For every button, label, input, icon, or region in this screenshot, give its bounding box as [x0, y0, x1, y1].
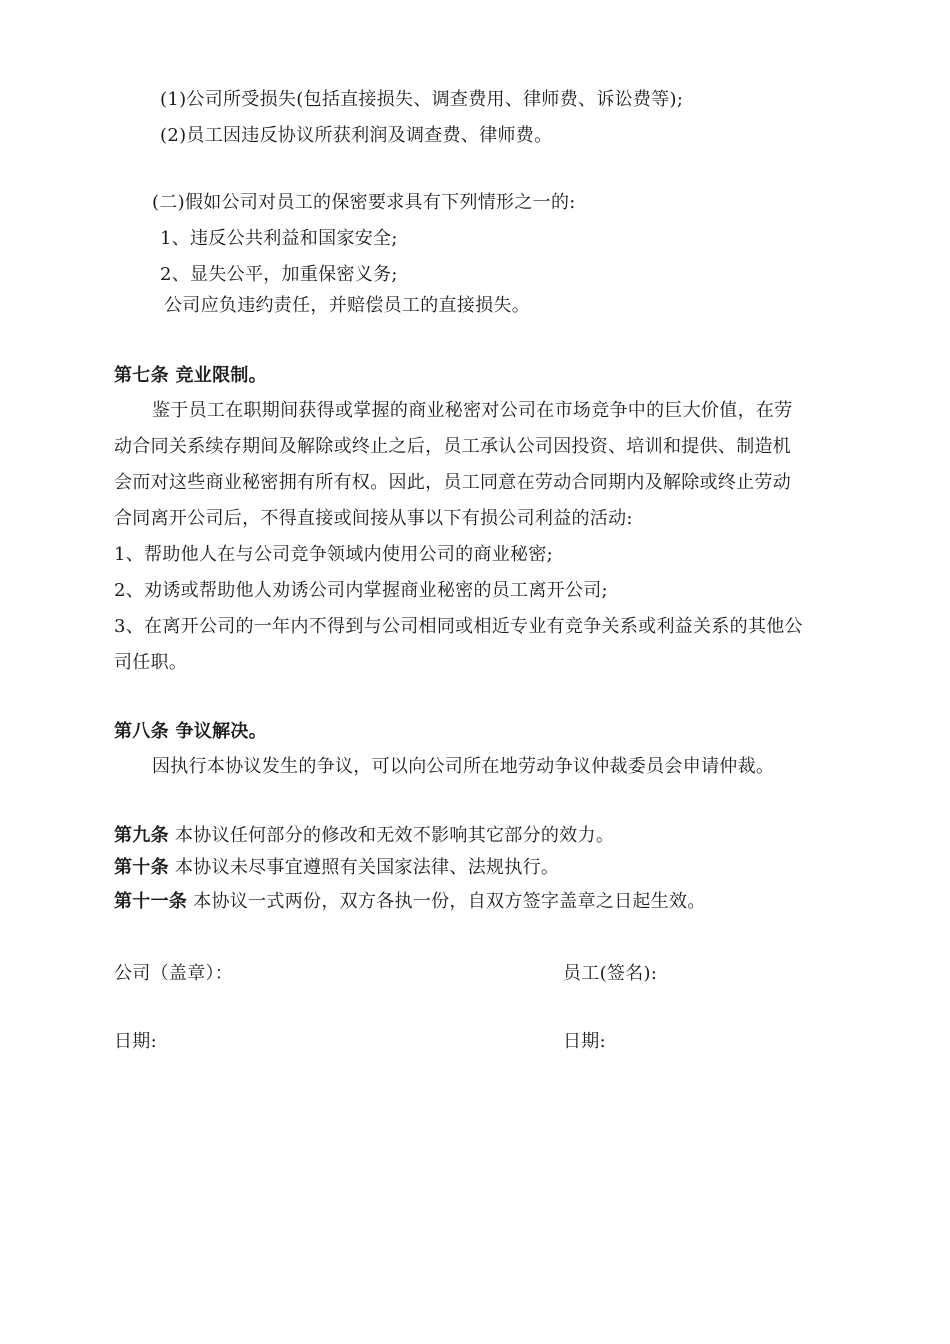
sec6-sub2-item2: 2、显失公平，加重保密义务; [160, 264, 398, 285]
sec7-para-line-1: 鉴于员工在职期间获得或掌握的商业秘密对公司在市场竞争中的巨大价值，在劳 [152, 400, 793, 421]
company-seal-label: 公司（盖章）： [114, 963, 234, 984]
sec6-item2: (2)员工因违反协议所获利润及调查费、律师费。 [160, 125, 553, 146]
sec11-text: 本协议一式两份，双方各执一份，自双方签字盖章之日起生效。 [193, 891, 706, 912]
sec10-text: 本协议未尽事宜遵照有关国家法律、法规执行。 [174, 857, 560, 878]
sec7-item2: 2、劝诱或帮助他人劝诱公司内掌握商业秘密的员工离开公司; [114, 580, 608, 601]
sec7-para-line-3: 会而对这些商业秘密拥有所有权。因此，员工同意在劳动合同期内及解除或终止劳动 [114, 472, 792, 493]
employee-date-label: 日期: [563, 1031, 606, 1052]
sec7-para-line-2: 动合同关系续存期间及解除或终止之后，员工承认公司因投资、培训和提供、制造机 [114, 436, 792, 457]
sec7-item1: 1、帮助他人在与公司竞争领域内使用公司的商业秘密; [114, 544, 554, 565]
sec6-sub2-title: (二)假如公司对员工的保密要求具有下列情形之一的: [152, 192, 576, 213]
sec7-title: 第七条 竞业限制。 [114, 365, 267, 386]
sec11-label: 第十一条 [114, 891, 188, 912]
sec11-line [114, 890, 706, 914]
sec8-title: 第八条 争议解决。 [114, 721, 267, 742]
sec8-text: 因执行本协议发生的争议，可以向公司所在地劳动争议仲裁委员会申请仲裁。 [152, 756, 775, 777]
sec9-line [114, 824, 614, 848]
sec10-label: 第十条 [114, 857, 169, 878]
sec7-item3-line2: 司任职。 [114, 652, 188, 673]
sec9-text: 本协议任何部分的修改和无效不影响其它部分的效力。 [174, 825, 615, 846]
sec7-item3-line1: 3、在离开公司的一年内不得到与公司相同或相近专业有竞争关系或利益关系的其他公 [114, 616, 803, 637]
sec7-para-line-4: 合同离开公司后，不得直接或间接从事以下有损公司利益的活动: [114, 508, 633, 529]
employee-signature-label: 员工(签名): [563, 963, 658, 984]
sec6-sub2-conclusion: 公司应负违约责任，并赔偿员工的直接损失。 [164, 295, 530, 316]
sec10-line [114, 856, 559, 880]
company-date-label: 日期: [114, 1031, 157, 1052]
sec6-item1: (1)公司所受损失(包括直接损失、调查费用、律师费、诉讼费等); [160, 89, 684, 110]
sec9-label: 第九条 [114, 825, 169, 846]
sec6-sub2-item1: 1、违反公共利益和国家安全; [160, 228, 398, 249]
